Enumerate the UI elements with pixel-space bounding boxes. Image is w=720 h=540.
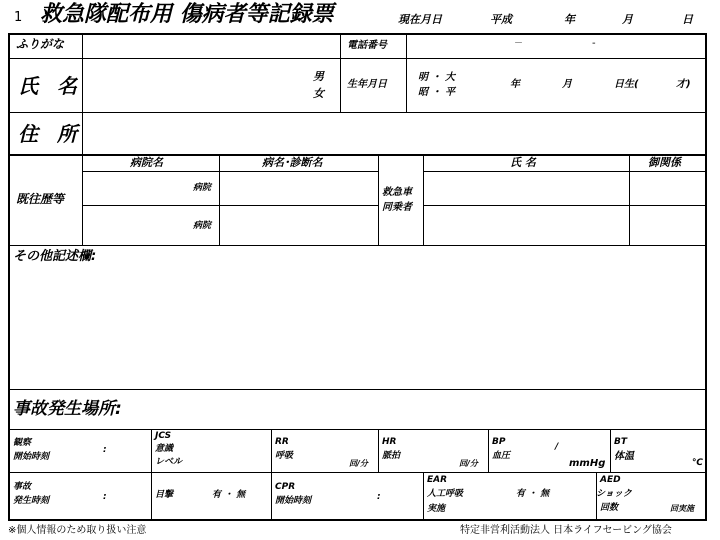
sex-male-option[interactable]: 男 bbox=[313, 70, 324, 83]
time-separator: : bbox=[103, 445, 107, 455]
furigana-label: ふりがな bbox=[16, 37, 65, 51]
relation-field-1[interactable] bbox=[631, 173, 704, 204]
bt-label: BT bbox=[614, 437, 627, 447]
phone-separator: - bbox=[592, 38, 596, 49]
cpr-start-label: 開始時刻 bbox=[275, 496, 312, 506]
notes-field[interactable] bbox=[10, 268, 704, 388]
year-label: 年 bbox=[564, 13, 575, 26]
hospital-field-2[interactable] bbox=[84, 207, 190, 244]
diagnosis-field-1[interactable] bbox=[221, 173, 377, 204]
address-field[interactable] bbox=[84, 114, 704, 153]
blood-pressure-label: 血圧 bbox=[492, 451, 511, 461]
accident-label: 事故 bbox=[13, 482, 32, 492]
organization-name: 特定非営利活動法人 日本ライフセービング協会 bbox=[460, 525, 672, 536]
companion-label: 同乗者 bbox=[382, 202, 412, 213]
phone-field[interactable] bbox=[408, 35, 704, 57]
observation-label: 観察 bbox=[13, 438, 32, 448]
phone-separator: － bbox=[514, 39, 524, 49]
hr-unit: 回/分 bbox=[459, 459, 478, 468]
birth-day-label: 日生( bbox=[614, 79, 639, 90]
rr-label: RR bbox=[275, 437, 289, 447]
page-number: 1 bbox=[14, 10, 23, 25]
relation-header: 御関係 bbox=[648, 156, 681, 169]
diagnosis-column-header: 病名･診断名 bbox=[262, 156, 323, 169]
aed-unit: 回実施 bbox=[670, 504, 694, 513]
phone-label: 電話番号 bbox=[347, 40, 387, 51]
cpr-label: CPR bbox=[275, 482, 296, 492]
birthdate-label: 生年月日 bbox=[347, 79, 387, 90]
companion-name-field-2[interactable] bbox=[425, 207, 628, 244]
artificial-respiration-label: 人工呼吸 bbox=[427, 489, 464, 499]
name-field[interactable] bbox=[84, 60, 309, 111]
address-label: 住 所 bbox=[18, 122, 83, 146]
sex-female-option[interactable]: 女 bbox=[313, 87, 324, 100]
hospital-suffix: 病院 bbox=[193, 221, 212, 231]
hospital-column-header: 病院名 bbox=[130, 156, 163, 169]
witness-options[interactable]: 有 ・ 無 bbox=[212, 490, 246, 500]
diagnosis-field-2[interactable] bbox=[221, 207, 377, 244]
aed-label: AED bbox=[600, 475, 621, 485]
level-label: レベル bbox=[155, 457, 183, 467]
performed-label: 実施 bbox=[427, 504, 446, 514]
day-label: 日 bbox=[682, 13, 693, 26]
consciousness-label: 意識 bbox=[155, 444, 174, 454]
hr-label: HR bbox=[382, 437, 397, 447]
bp-label: BP bbox=[492, 437, 506, 447]
hospital-field-1[interactable] bbox=[84, 173, 190, 204]
birth-month-label: 月 bbox=[562, 79, 572, 90]
privacy-notice: ※個人情報のため取り扱い注意 bbox=[8, 525, 147, 536]
incident-location-field[interactable] bbox=[160, 391, 704, 428]
hospital-suffix: 病院 bbox=[193, 183, 212, 193]
age-label: 才) bbox=[676, 79, 691, 90]
incident-location-label: 事故発生場所: bbox=[13, 399, 122, 419]
jcs-label: JCS bbox=[155, 431, 172, 441]
bp-separator: / bbox=[555, 442, 559, 452]
witness-label: 目撃 bbox=[155, 490, 174, 500]
ear-label: EAR bbox=[427, 475, 448, 485]
era-options-1[interactable]: 明 ・ 大 bbox=[418, 72, 455, 83]
date-label: 現在月日 bbox=[398, 13, 442, 26]
ambulance-label: 救急車 bbox=[382, 187, 412, 198]
bt-unit: ℃ bbox=[692, 458, 703, 468]
observation-start-label: 開始時刻 bbox=[13, 452, 50, 462]
time-separator: : bbox=[377, 492, 381, 502]
era-label: 平成 bbox=[490, 13, 512, 26]
birth-year-label: 年 bbox=[510, 79, 520, 90]
companion-name-header: 氏 名 bbox=[510, 156, 536, 169]
month-label: 月 bbox=[622, 13, 633, 26]
companion-name-field-1[interactable] bbox=[425, 173, 628, 204]
count-label: 回数 bbox=[600, 503, 619, 513]
bp-unit: mmHg bbox=[569, 458, 606, 469]
form-title: 救急隊配布用 傷病者等記録票 bbox=[40, 2, 334, 27]
furigana-field[interactable] bbox=[84, 35, 339, 57]
time-separator: : bbox=[103, 492, 107, 502]
respiration-label: 呼吸 bbox=[275, 451, 294, 461]
history-label: 既往歴等 bbox=[16, 192, 65, 206]
shock-label: ショック bbox=[596, 489, 632, 499]
pulse-label: 脈拍 bbox=[382, 451, 401, 461]
temperature-label: 体温 bbox=[614, 451, 634, 462]
ear-options[interactable]: 有 ・ 無 bbox=[516, 489, 550, 499]
rr-unit: 回/分 bbox=[349, 459, 368, 468]
name-label: 氏 名 bbox=[18, 74, 83, 98]
relation-field-2[interactable] bbox=[631, 207, 704, 244]
era-options-2[interactable]: 昭 ・ 平 bbox=[418, 87, 455, 98]
accident-time-label: 発生時刻 bbox=[13, 496, 50, 506]
notes-label: その他記述欄: bbox=[13, 249, 97, 264]
